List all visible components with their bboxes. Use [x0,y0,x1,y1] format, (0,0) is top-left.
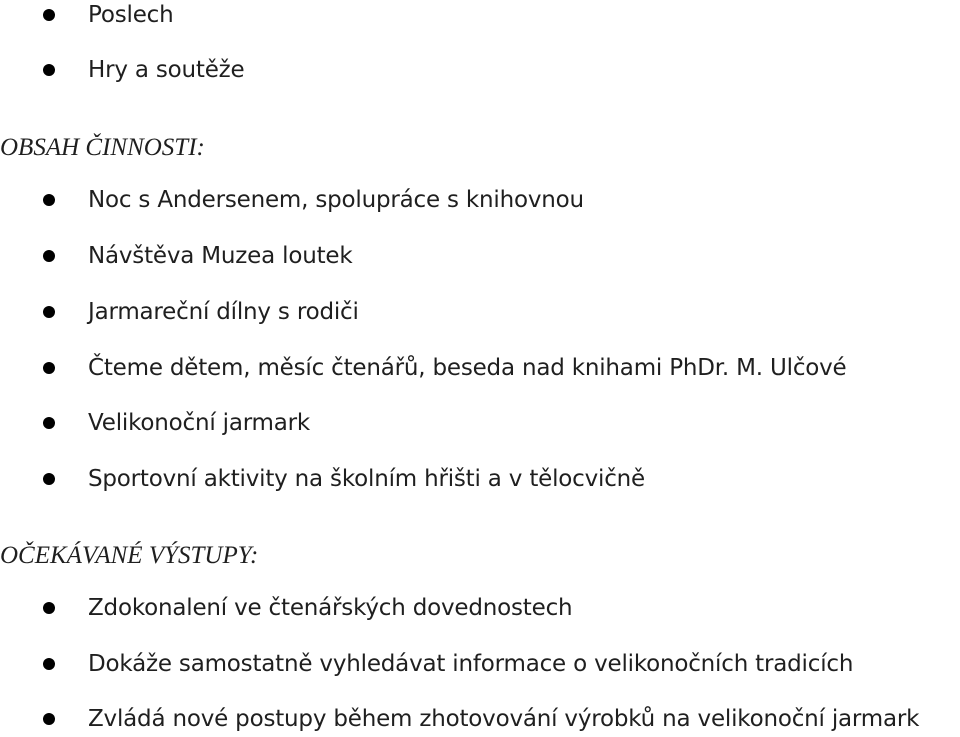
bullet-icon [43,250,55,262]
bullet-icon [43,194,55,206]
section-heading-outcomes: OČEKÁVANÉ VÝSTUPY: [0,542,259,569]
list-item-text: Jarmareční dílny s rodiči [88,299,359,325]
bullet-icon [43,602,55,614]
list-item [0,350,960,386]
bullet-icon [43,64,55,76]
list-item-text: Dokáže samostatně vyhledávat informace o velikonočních tradicích [88,651,854,677]
list-item [0,182,960,218]
list-item [0,701,960,737]
list-item-text: Zdokonalení ve čtenářských dovednostech [88,595,573,621]
bullet-icon [43,713,55,725]
list-item [0,646,960,682]
bullet-icon [43,9,55,21]
bullet-icon [43,473,55,485]
list-item [0,52,960,88]
list-item-text: Noc s Andersenem, spolupráce s knihovnou [88,187,584,213]
list-item-text: Návštěva Muzea loutek [88,243,353,269]
list-item [0,294,960,330]
bullet-icon [43,417,55,429]
bullet-icon [43,362,55,374]
bullet-icon [43,658,55,670]
list-item-text: Zvládá nové postupy během zhotovování výrobků na velikonoční jarmark [88,706,920,732]
list-item-text: Hry a soutěže [88,57,245,83]
list-item [0,238,960,274]
section-heading-activities: OBSAH ČINNOSTI: [0,134,205,161]
bullet-icon [43,306,55,318]
list-item [0,590,960,626]
list-item-text: Poslech [88,2,174,28]
list-item-text: Čteme dětem, měsíc čtenářů, beseda nad knihami PhDr. M. Ulčové [88,355,847,381]
list-item-text: Sportovní aktivity na školním hřišti a v tělocvičně [88,466,645,492]
list-item [0,405,960,441]
list-item-text: Velikonoční jarmark [88,410,311,436]
list-item [0,0,960,33]
list-item [0,461,960,497]
